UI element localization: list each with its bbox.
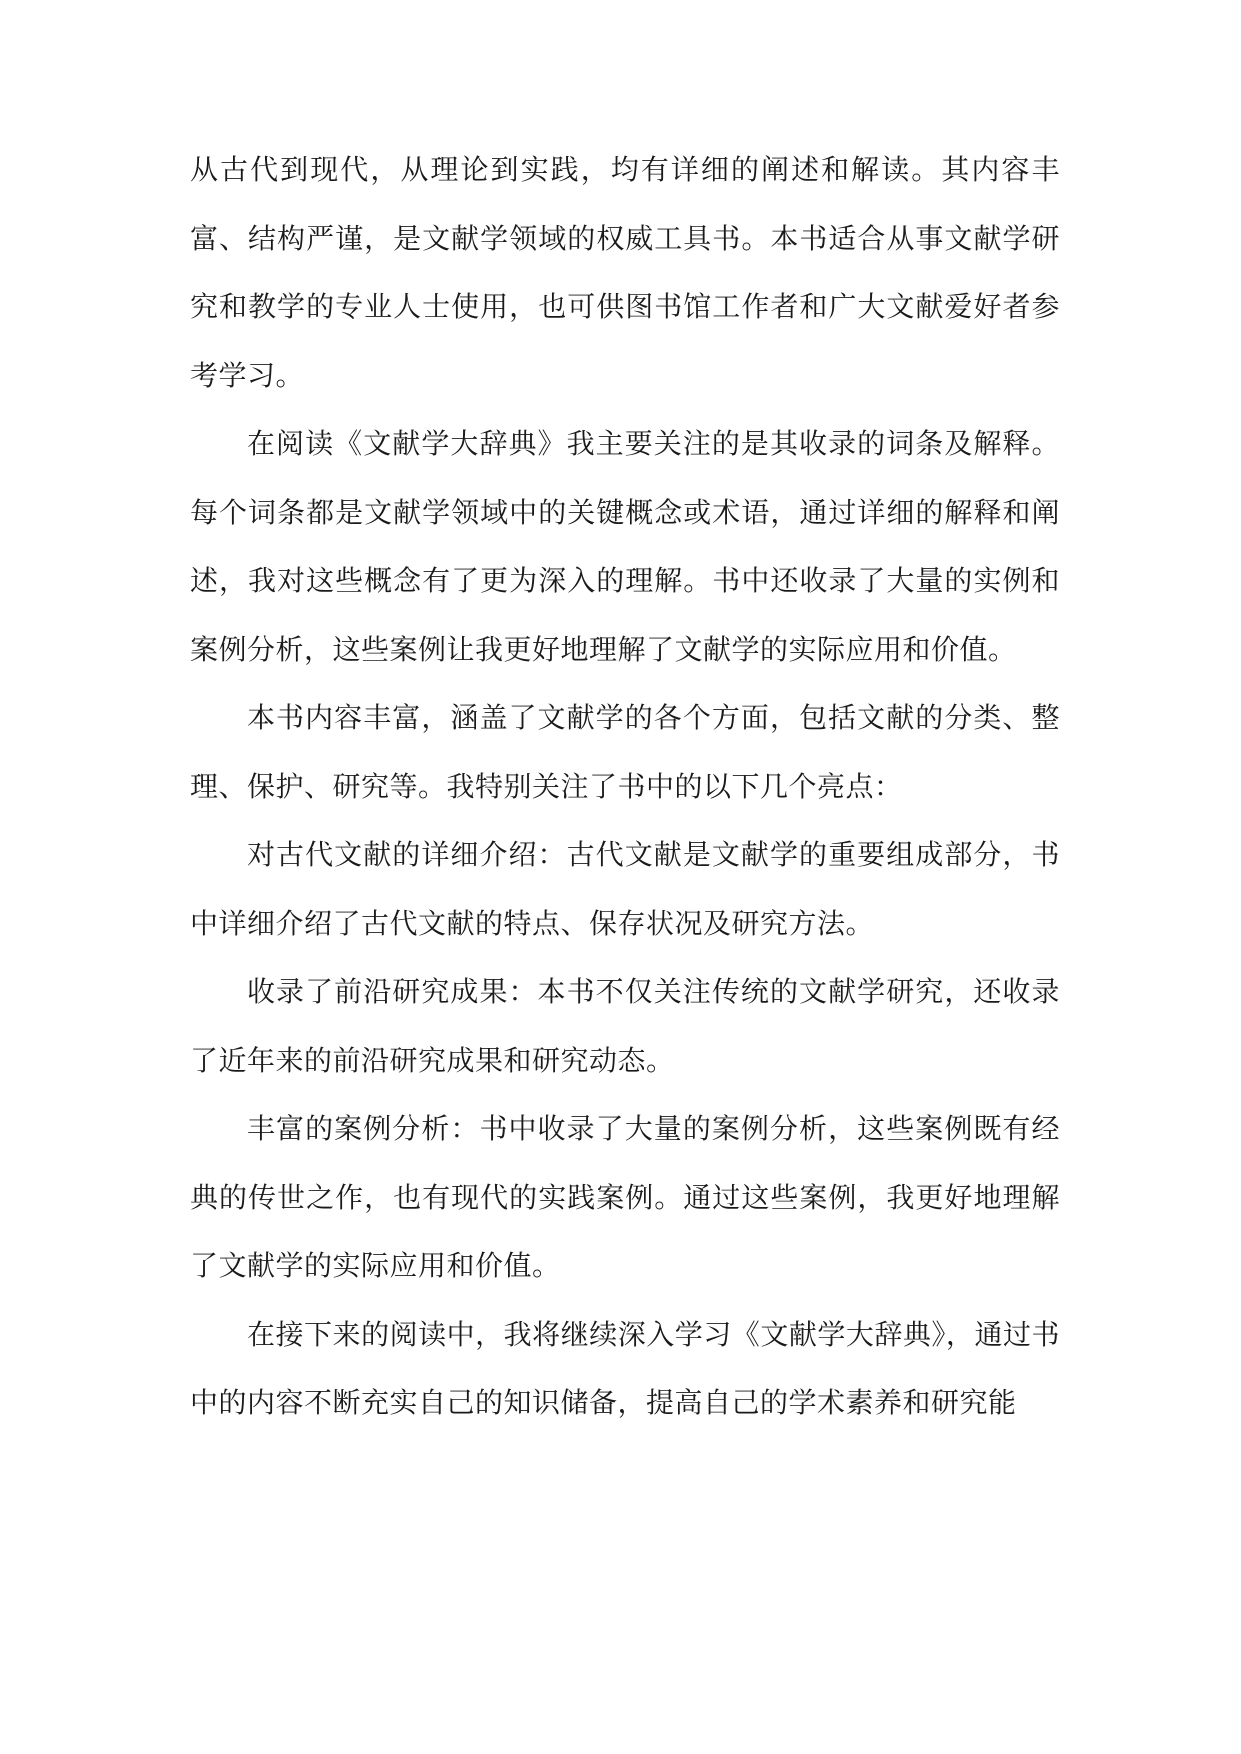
paragraph-4: 对古代文献的详细介绍：古代文献是文献学的重要组成部分，书中详细介绍了古代文献的特点、保存状况及研究方法。 bbox=[190, 838, 1060, 940]
paragraph-7: 在接下来的阅读中，我将继续深入学习《文献学大辞典》，通过书中的内容不断充实自己的知识储备，提高自己的学术素养和研究能 bbox=[190, 1317, 1060, 1419]
paragraph-6: 丰富的案例分析：书中收录了大量的案例分析，这些案例既有经典的传世之作，也有现代的实践案例。通过这些案例，我更好地理解了文献学的实际应用和价值。 bbox=[190, 1112, 1060, 1282]
paragraph-3: 本书内容丰富，涵盖了文献学的各个方面，包括文献的分类、整理、保护、研究等。我特别关注了书中的以下几个亮点： bbox=[190, 701, 1060, 803]
paragraph-5: 收录了前沿研究成果：本书不仅关注传统的文献学研究，还收录了近年来的前沿研究成果和研究动态。 bbox=[190, 975, 1060, 1077]
paragraph-1: 从古代到现代，从理论到实践，均有详细的阐述和解读。其内容丰富、结构严谨，是文献学领域的权威工具书。本书适合从事文献学研究和教学的专业人士使用，也可供图书馆工作者和广大文献爱好者参考学习。 bbox=[190, 153, 1060, 392]
document-body bbox=[190, 136, 1060, 1438]
paragraph-2: 在阅读《文献学大辞典》我主要关注的是其收录的词条及解释。每个词条都是文献学领域中的关键概念或术语，通过详细的解释和阐述，我对这些概念有了更为深入的理解。书中还收录了大量的实例和案例分析，这些案例让我更好地理解了文献学的实际应用和价值。 bbox=[190, 427, 1060, 666]
